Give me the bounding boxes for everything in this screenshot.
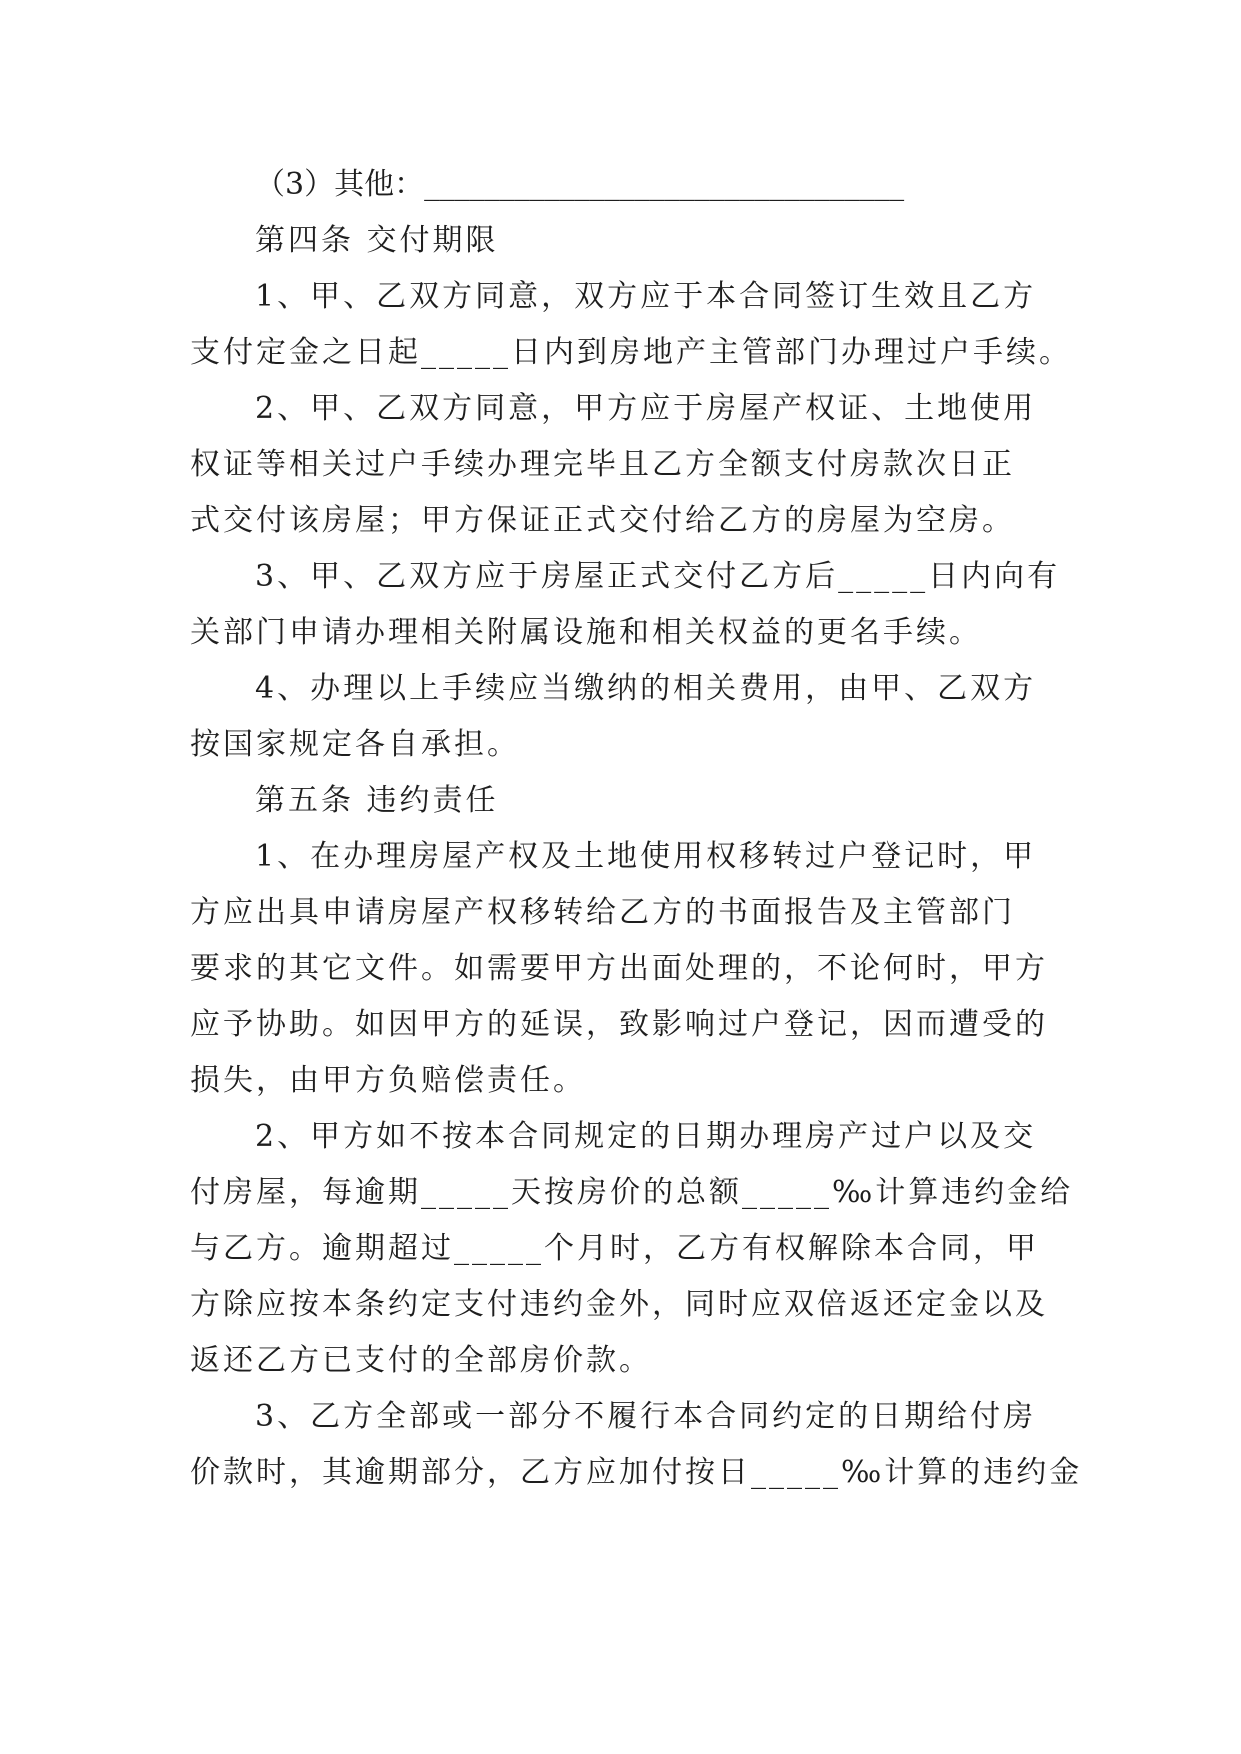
article-5-item-2-line-1: 2、甲方如不按本合同规定的日期办理房产过户以及交 — [255, 1119, 1037, 1154]
clause-3-other-line: （3）其他：________________________________ — [255, 167, 905, 202]
article-5-item-1-line-1: 1、在办理房屋产权及土地使用权移转过户登记时，甲 — [255, 839, 1037, 874]
article-4-item-3-line-1: 3、甲、乙双方应于房屋正式交付乙方后_____日内向有 — [255, 559, 1061, 594]
article-4-heading: 第四条 交付期限 — [255, 223, 499, 258]
article-4-item-2-line-3: 式交付该房屋；甲方保证正式交付给乙方的房屋为空房。 — [190, 503, 1015, 538]
article-5-item-1-line-2: 方应出具申请房屋产权移转给乙方的书面报告及主管部门 — [190, 895, 1015, 930]
article-5-item-2-line-2: 付房屋，每逾期_____天按房价的总额_____‰计算违约金给 — [190, 1175, 1074, 1210]
article-5-item-1-line-5: 损失，由甲方负赔偿责任。 — [190, 1063, 586, 1098]
article-4-item-4-line-1: 4、办理以上手续应当缴纳的相关费用，由甲、乙双方 — [255, 671, 1037, 706]
article-5-item-3-line-1: 3、乙方全部或一部分不履行本合同约定的日期给付房 — [255, 1399, 1037, 1434]
article-5-item-3-line-2: 价款时，其逾期部分，乙方应加付按日_____‰计算的违约金 — [190, 1455, 1083, 1490]
article-5-item-2-line-5: 返还乙方已支付的全部房价款。 — [190, 1343, 652, 1378]
article-4-item-1-line-1: 1、甲、乙双方同意，双方应于本合同签订生效且乙方 — [255, 279, 1037, 314]
article-4-item-4-line-2: 按国家规定各自承担。 — [190, 727, 520, 762]
article-5-heading: 第五条 违约责任 — [255, 783, 499, 818]
article-4-item-2-line-1: 2、甲、乙双方同意，甲方应于房屋产权证、土地使用 — [255, 391, 1037, 426]
article-5-item-1-line-3: 要求的其它文件。如需要甲方出面处理的，不论何时，甲方 — [190, 951, 1048, 986]
article-4-item-1-line-2: 支付定金之日起_____日内到房地产主管部门办理过户手续。 — [190, 335, 1072, 370]
article-5-item-1-line-4: 应予协助。如因甲方的延误，致影响过户登记，因而遭受的 — [190, 1007, 1048, 1042]
article-5-item-2-line-3: 与乙方。逾期超过_____个月时，乙方有权解除本合同，甲 — [190, 1231, 1039, 1266]
article-5-item-2-line-4: 方除应按本条约定支付违约金外，同时应双倍返还定金以及 — [190, 1287, 1048, 1322]
article-4-item-2-line-2: 权证等相关过户手续办理完毕且乙方全额支付房款次日正 — [190, 447, 1015, 482]
article-4-item-3-line-2: 关部门申请办理相关附属设施和相关权益的更名手续。 — [190, 615, 982, 650]
